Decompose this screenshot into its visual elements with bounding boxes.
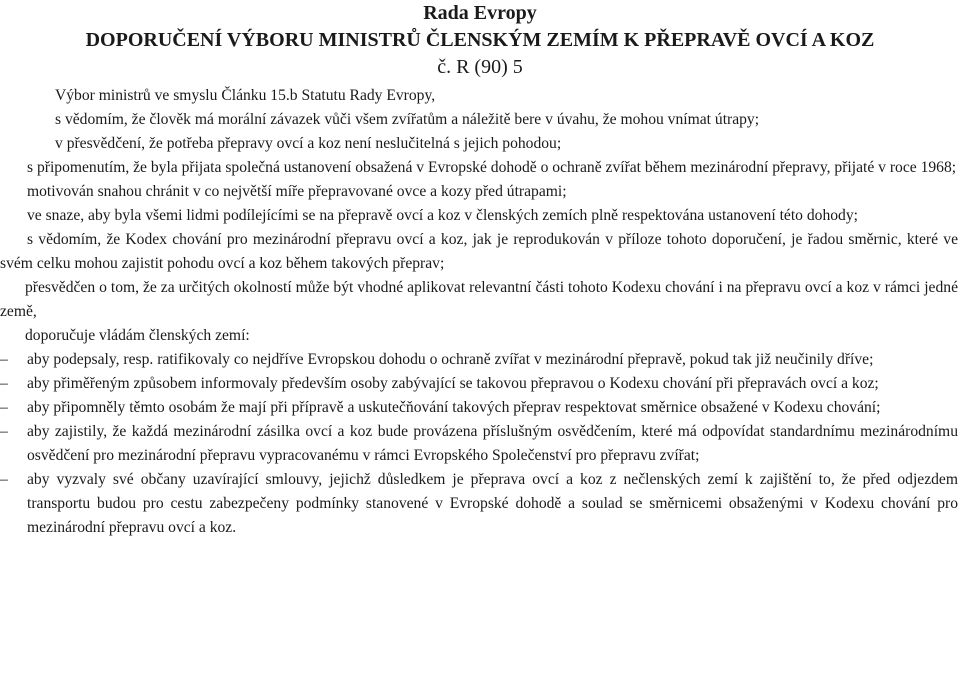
recommendation-item: [0, 396, 958, 420]
preamble-paragraph: s vědomím, že Kodex chování pro mezinárodní přepravu ovcí a koz, jak je reprodukován v příloze tohoto doporučení, je řadou směrnic, které ve svém celku mohou zajistit pohodu ovcí a koz během takových přeprav;: [0, 231, 958, 272]
document-header: [0, 0, 960, 81]
organization-name: Rada Evropy: [423, 2, 537, 24]
recommendation-text: aby vyzvaly své občany uzavírající smlouvy, jejichž důsledkem je přeprava ovcí a koz z nečlenských zemí k zajištění to, že před odjezdem transportu budou pro cestu zabezpečeny podmínky stanovené v Evropské dohodě a soulad se směrnicemi obsaženými v Kodexu chování pro mezinárodní přepravu ovcí a koz.: [27, 471, 958, 536]
preamble-paragraph: ve snaze, aby byla všemi lidmi podílejícími se na přepravě ovcí a koz v členských zemích plně respektována ustanovení této dohody;: [27, 207, 858, 224]
recommendation-text: aby zajistily, že každá mezinárodní zásilka ovcí a koz bude provázena příslušným osvědčením, které má odpovídat standardnímu mezinárodnímu osvědčení pro mezinárodní přepravu vypracovanému v rámci Evropského Společenství pro přepravu zvířat;: [27, 423, 958, 464]
recommendation-text: aby podepsaly, resp. ratifikovaly co nejdříve Evropskou dohodu o ochraně zvířat v mezinárodní přepravě, pokud tak již neučinily dříve;: [27, 351, 874, 368]
recommendation-item: [0, 420, 958, 468]
preamble-paragraph: v přesvědčení, že potřeba přepravy ovcí a koz není neslučitelná s jejich pohodou;: [55, 135, 562, 152]
preamble-paragraph: s připomenutím, že byla přijata společná ustanovení obsažená v Evropské dohodě o ochraně zvířat během mezinárodní přepravy, přijaté v roce 1968;: [27, 159, 957, 176]
recommendation-item: [0, 372, 958, 396]
preamble-paragraph: s vědomím, že člověk má morální závazek vůči všem zvířatům a náležitě bere v úvahu, že mohou vnímat útrapy;: [55, 111, 760, 128]
recommendation-item: [0, 348, 958, 372]
recommendation-text: aby přiměřeným způsobem informovaly především osoby zabývající se takovou přepravou o Kodexu chování při přepravách ovcí a koz;: [27, 375, 879, 392]
preamble-paragraph: přesvědčen o tom, že za určitých okolností může být vhodné aplikovat relevantní části tohoto Kodexu chování i na přepravu ovcí a koz v rámci jedné země,: [0, 279, 958, 320]
document-reference: č. R (90) 5: [437, 56, 523, 78]
preamble-paragraph: Výbor ministrů ve smyslu Článku 15.b Statutu Rady Evropy,: [55, 87, 436, 104]
dash-bullet: –: [0, 351, 8, 368]
recommendation-text: aby připomněly těmto osobám že mají při přípravě a uskutečňování takových přeprav respektovat směrnice obsažené v Kodexu chování;: [27, 399, 881, 416]
dash-bullet: –: [0, 471, 8, 488]
preamble-paragraph: motivován snahou chránit v co největší míře přepravované ovce a kozy před útrapami;: [27, 183, 567, 200]
document-body: [0, 84, 958, 540]
dash-bullet: –: [0, 375, 8, 392]
preamble-paragraph: doporučuje vládám členských zemí:: [25, 327, 250, 344]
recommendation-item: [0, 468, 958, 540]
document-title: DOPORUČENÍ VÝBORU MINISTRŮ ČLENSKÝM ZEMÍM K PŘEPRAVĚ OVCÍ A KOZ: [85, 29, 875, 51]
dash-bullet: –: [0, 423, 8, 440]
dash-bullet: –: [0, 399, 8, 416]
